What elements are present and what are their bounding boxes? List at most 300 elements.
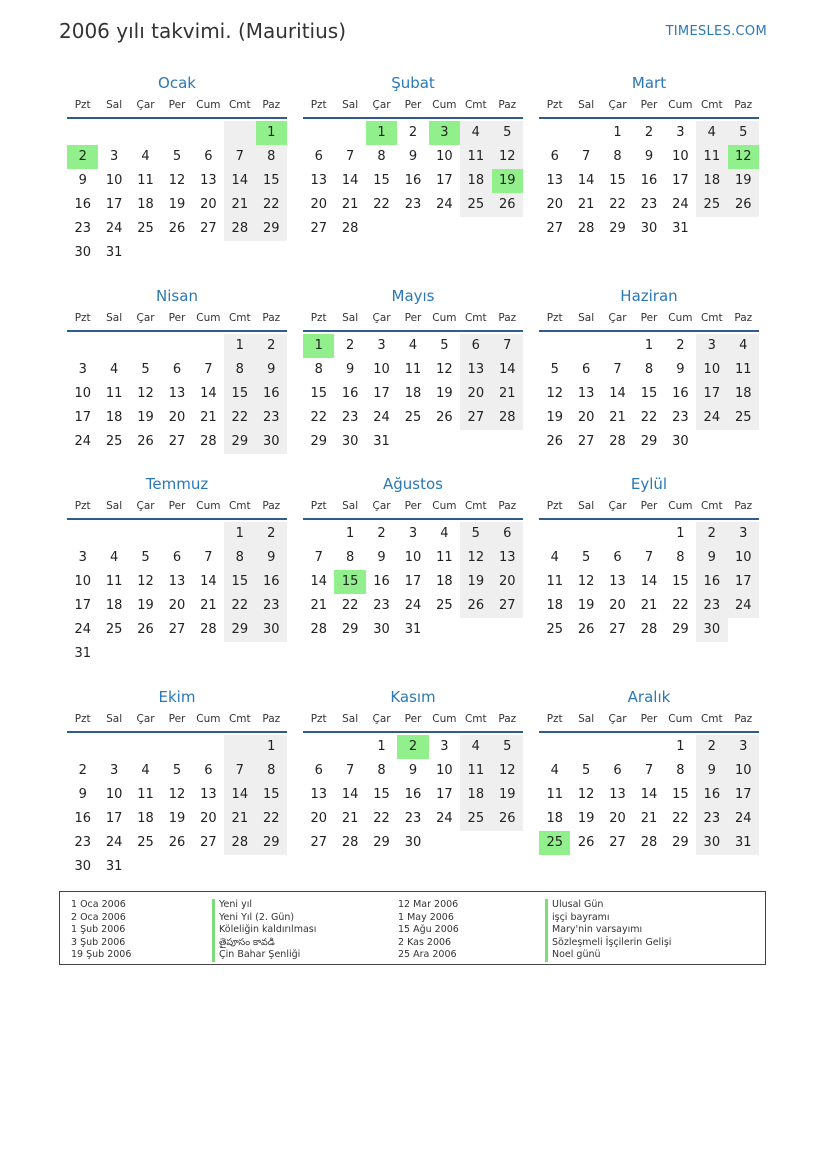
day-cell[interactable]: 11: [404, 362, 422, 377]
day-cell[interactable]: 2: [397, 735, 428, 759]
day-cell[interactable]: 23: [404, 811, 422, 826]
day-cell[interactable]: 25: [460, 193, 491, 217]
day-cell[interactable]: 8: [644, 362, 654, 377]
day-cell[interactable]: 26: [460, 594, 491, 618]
day-cell[interactable]: 10: [728, 759, 759, 783]
day-cell[interactable]: 4: [460, 735, 491, 759]
day-cell[interactable]: 3: [696, 334, 727, 358]
day-cell[interactable]: 29: [256, 831, 287, 855]
day-cell[interactable]: 18: [436, 574, 453, 589]
day-cell[interactable]: 26: [577, 622, 595, 637]
day-cell[interactable]: 28: [224, 217, 255, 241]
day-cell[interactable]: 26: [137, 622, 154, 637]
brand-link[interactable]: TIMESLES.COM: [665, 24, 767, 39]
day-cell[interactable]: 12: [728, 145, 759, 169]
day-cell[interactable]: 17: [436, 173, 453, 188]
day-cell[interactable]: 17: [672, 173, 689, 188]
day-cell[interactable]: 31: [373, 434, 390, 449]
day-cell[interactable]: 5: [460, 522, 491, 546]
day-cell[interactable]: 15: [256, 169, 287, 193]
day-cell[interactable]: 8: [676, 763, 685, 778]
day-cell[interactable]: 4: [408, 338, 418, 353]
day-cell[interactable]: 20: [492, 570, 523, 594]
day-cell[interactable]: 9: [696, 546, 727, 570]
day-cell[interactable]: 23: [696, 807, 727, 831]
day-cell[interactable]: 27: [609, 622, 626, 637]
day-cell[interactable]: 15: [373, 787, 390, 802]
day-cell[interactable]: 25: [696, 193, 727, 217]
day-cell[interactable]: 3: [377, 338, 386, 353]
day-cell[interactable]: 8: [224, 546, 255, 570]
day-cell[interactable]: 9: [676, 362, 685, 377]
day-cell[interactable]: 1: [377, 739, 386, 754]
day-cell[interactable]: 22: [224, 594, 255, 618]
day-cell[interactable]: 28: [640, 835, 658, 850]
day-cell[interactable]: 9: [408, 149, 418, 164]
day-cell[interactable]: 8: [676, 550, 685, 565]
day-cell[interactable]: 28: [492, 406, 523, 430]
day-cell[interactable]: 13: [168, 386, 186, 401]
day-cell[interactable]: 31: [105, 245, 123, 260]
day-cell[interactable]: 25: [137, 221, 154, 236]
day-cell[interactable]: 29: [256, 217, 287, 241]
day-cell[interactable]: 16: [404, 173, 422, 188]
day-cell[interactable]: 11: [696, 145, 727, 169]
day-cell[interactable]: 2: [377, 526, 386, 541]
day-cell[interactable]: 16: [696, 570, 727, 594]
day-cell[interactable]: 27: [200, 835, 217, 850]
day-cell[interactable]: 14: [224, 169, 255, 193]
day-cell[interactable]: 20: [310, 197, 327, 212]
day-cell[interactable]: 28: [200, 622, 217, 637]
day-cell[interactable]: 26: [137, 434, 154, 449]
day-cell[interactable]: 27: [460, 406, 491, 430]
day-cell[interactable]: 11: [728, 358, 759, 382]
day-cell[interactable]: 30: [256, 618, 287, 642]
day-cell[interactable]: 11: [436, 550, 453, 565]
day-cell[interactable]: 12: [492, 145, 523, 169]
day-cell[interactable]: 4: [141, 149, 150, 164]
day-cell[interactable]: 30: [672, 434, 689, 449]
day-cell[interactable]: 12: [577, 574, 595, 589]
day-cell[interactable]: 1: [224, 522, 255, 546]
day-cell[interactable]: 6: [314, 763, 323, 778]
day-cell[interactable]: 6: [172, 550, 182, 565]
day-cell[interactable]: 2: [696, 735, 727, 759]
day-cell[interactable]: 8: [613, 149, 622, 164]
day-cell[interactable]: 28: [341, 835, 359, 850]
day-cell[interactable]: 28: [577, 221, 595, 236]
day-cell[interactable]: 3: [109, 149, 119, 164]
day-cell[interactable]: 21: [224, 807, 255, 831]
day-cell[interactable]: 16: [74, 197, 91, 212]
day-cell[interactable]: 24: [105, 221, 123, 236]
day-cell[interactable]: 5: [172, 149, 182, 164]
day-cell[interactable]: 25: [436, 598, 453, 613]
day-cell[interactable]: 22: [373, 197, 390, 212]
day-cell[interactable]: 17: [728, 570, 759, 594]
day-cell[interactable]: 11: [137, 173, 154, 188]
day-cell[interactable]: 5: [492, 735, 523, 759]
day-cell[interactable]: 16: [256, 382, 287, 406]
day-cell[interactable]: 24: [672, 197, 689, 212]
day-cell[interactable]: 29: [640, 434, 658, 449]
day-cell[interactable]: 5: [172, 763, 182, 778]
day-cell[interactable]: 19: [168, 811, 186, 826]
day-cell[interactable]: 3: [728, 735, 759, 759]
day-cell[interactable]: 14: [200, 386, 217, 401]
day-cell[interactable]: 3: [109, 763, 119, 778]
day-cell[interactable]: 14: [577, 173, 595, 188]
day-cell[interactable]: 11: [460, 759, 491, 783]
day-cell[interactable]: 18: [105, 410, 123, 425]
day-cell[interactable]: 14: [492, 358, 523, 382]
day-cell[interactable]: 5: [492, 121, 523, 145]
day-cell[interactable]: 2: [256, 334, 287, 358]
day-cell[interactable]: 24: [404, 598, 422, 613]
day-cell[interactable]: 6: [460, 334, 491, 358]
day-cell[interactable]: 28: [341, 221, 359, 236]
day-cell[interactable]: 2: [644, 125, 654, 140]
day-cell[interactable]: 14: [224, 783, 255, 807]
day-cell[interactable]: 13: [460, 358, 491, 382]
day-cell[interactable]: 12: [168, 787, 186, 802]
day-cell[interactable]: 10: [105, 173, 123, 188]
day-cell[interactable]: 6: [314, 149, 323, 164]
day-cell[interactable]: 30: [696, 831, 727, 855]
day-cell[interactable]: 4: [696, 121, 727, 145]
day-cell[interactable]: 19: [577, 811, 595, 826]
day-cell[interactable]: 27: [577, 434, 595, 449]
day-cell[interactable]: 3: [408, 526, 418, 541]
day-cell[interactable]: 16: [341, 386, 359, 401]
day-cell[interactable]: 26: [168, 835, 186, 850]
day-cell[interactable]: 13: [492, 546, 523, 570]
day-cell[interactable]: 13: [310, 173, 327, 188]
day-cell[interactable]: 30: [373, 622, 390, 637]
day-cell[interactable]: 7: [204, 362, 213, 377]
day-cell[interactable]: 5: [581, 550, 591, 565]
day-cell[interactable]: 15: [310, 386, 327, 401]
day-cell[interactable]: 25: [728, 406, 759, 430]
day-cell[interactable]: 10: [672, 149, 689, 164]
day-cell[interactable]: 20: [168, 410, 186, 425]
day-cell[interactable]: 31: [105, 859, 123, 874]
day-cell[interactable]: 7: [224, 145, 255, 169]
day-cell[interactable]: 23: [256, 406, 287, 430]
day-cell[interactable]: 2: [78, 763, 87, 778]
day-cell[interactable]: 5: [141, 362, 150, 377]
day-cell[interactable]: 20: [168, 598, 186, 613]
day-cell[interactable]: 17: [728, 783, 759, 807]
day-cell[interactable]: 21: [341, 811, 359, 826]
day-cell[interactable]: 31: [404, 622, 422, 637]
day-cell[interactable]: 22: [256, 807, 287, 831]
day-cell[interactable]: 5: [440, 338, 449, 353]
day-cell[interactable]: 9: [256, 358, 287, 382]
day-cell[interactable]: 3: [429, 121, 460, 145]
day-cell[interactable]: 15: [334, 570, 365, 594]
day-cell[interactable]: 20: [609, 811, 626, 826]
day-cell[interactable]: 9: [408, 763, 418, 778]
day-cell[interactable]: 29: [341, 622, 359, 637]
day-cell[interactable]: 14: [200, 574, 217, 589]
day-cell[interactable]: 21: [577, 197, 595, 212]
day-cell[interactable]: 21: [492, 382, 523, 406]
day-cell[interactable]: 15: [224, 570, 255, 594]
day-cell[interactable]: 29: [609, 221, 626, 236]
day-cell[interactable]: 14: [640, 787, 658, 802]
day-cell[interactable]: 28: [200, 434, 217, 449]
day-cell[interactable]: 24: [728, 594, 759, 618]
day-cell[interactable]: 6: [581, 362, 591, 377]
day-cell[interactable]: 2: [67, 145, 98, 169]
day-cell[interactable]: 20: [200, 811, 217, 826]
day-cell[interactable]: 1: [613, 125, 622, 140]
day-cell[interactable]: 5: [581, 763, 591, 778]
day-cell[interactable]: 29: [672, 835, 689, 850]
day-cell[interactable]: 12: [137, 574, 154, 589]
day-cell[interactable]: 5: [728, 121, 759, 145]
day-cell[interactable]: 21: [609, 410, 626, 425]
day-cell[interactable]: 15: [224, 382, 255, 406]
day-cell[interactable]: 7: [345, 763, 355, 778]
day-cell[interactable]: 22: [256, 193, 287, 217]
day-cell[interactable]: 3: [440, 739, 449, 754]
day-cell[interactable]: 17: [373, 386, 390, 401]
day-cell[interactable]: 20: [460, 382, 491, 406]
day-cell[interactable]: 18: [728, 382, 759, 406]
day-cell[interactable]: 3: [78, 550, 87, 565]
day-cell[interactable]: 22: [609, 197, 626, 212]
day-cell[interactable]: 23: [404, 197, 422, 212]
day-cell[interactable]: 9: [644, 149, 654, 164]
day-cell[interactable]: 19: [168, 197, 186, 212]
day-cell[interactable]: 21: [200, 410, 217, 425]
day-cell[interactable]: 9: [696, 759, 727, 783]
day-cell[interactable]: 24: [74, 434, 91, 449]
day-cell[interactable]: 16: [404, 787, 422, 802]
day-cell[interactable]: 6: [613, 550, 622, 565]
day-cell[interactable]: 21: [200, 598, 217, 613]
day-cell[interactable]: 27: [609, 835, 626, 850]
day-cell[interactable]: 10: [696, 358, 727, 382]
day-cell[interactable]: 16: [672, 386, 689, 401]
day-cell[interactable]: 17: [436, 787, 453, 802]
day-cell[interactable]: 20: [577, 410, 595, 425]
day-cell[interactable]: 13: [168, 574, 186, 589]
day-cell[interactable]: 22: [310, 410, 327, 425]
day-cell[interactable]: 30: [696, 618, 727, 642]
day-cell[interactable]: 14: [609, 386, 626, 401]
day-cell[interactable]: 27: [168, 622, 186, 637]
day-cell[interactable]: 21: [224, 193, 255, 217]
day-cell[interactable]: 24: [105, 835, 123, 850]
day-cell[interactable]: 4: [141, 763, 150, 778]
day-cell[interactable]: 27: [546, 221, 563, 236]
day-cell[interactable]: 22: [640, 410, 658, 425]
day-cell[interactable]: 30: [404, 835, 422, 850]
day-cell[interactable]: 6: [172, 362, 182, 377]
day-cell[interactable]: 12: [577, 787, 595, 802]
day-cell[interactable]: 14: [310, 574, 327, 589]
day-cell[interactable]: 29: [224, 618, 255, 642]
day-cell[interactable]: 12: [546, 386, 563, 401]
day-cell[interactable]: 4: [440, 526, 449, 541]
day-cell[interactable]: 19: [436, 386, 453, 401]
day-cell[interactable]: 17: [74, 410, 91, 425]
day-cell[interactable]: 4: [550, 550, 559, 565]
day-cell[interactable]: 9: [345, 362, 355, 377]
day-cell[interactable]: 8: [314, 362, 323, 377]
day-cell[interactable]: 20: [609, 598, 626, 613]
day-cell[interactable]: 10: [74, 386, 91, 401]
day-cell[interactable]: 21: [341, 197, 359, 212]
day-cell[interactable]: 15: [672, 574, 689, 589]
day-cell[interactable]: 30: [256, 430, 287, 454]
day-cell[interactable]: 2: [696, 522, 727, 546]
day-cell[interactable]: 31: [74, 646, 91, 661]
day-cell[interactable]: 4: [460, 121, 491, 145]
day-cell[interactable]: 27: [168, 434, 186, 449]
day-cell[interactable]: 29: [310, 434, 327, 449]
day-cell[interactable]: 23: [74, 835, 91, 850]
day-cell[interactable]: 13: [200, 173, 217, 188]
day-cell[interactable]: 15: [373, 173, 390, 188]
day-cell[interactable]: 25: [460, 807, 491, 831]
day-cell[interactable]: 5: [550, 362, 559, 377]
day-cell[interactable]: 16: [640, 173, 658, 188]
day-cell[interactable]: 23: [373, 598, 390, 613]
day-cell[interactable]: 28: [310, 622, 327, 637]
day-cell[interactable]: 26: [546, 434, 563, 449]
day-cell[interactable]: 1: [224, 334, 255, 358]
day-cell[interactable]: 16: [74, 811, 91, 826]
day-cell[interactable]: 19: [137, 598, 154, 613]
day-cell[interactable]: 6: [550, 149, 559, 164]
day-cell[interactable]: 2: [256, 522, 287, 546]
day-cell[interactable]: 29: [224, 430, 255, 454]
day-cell[interactable]: 23: [341, 410, 359, 425]
day-cell[interactable]: 31: [672, 221, 689, 236]
day-cell[interactable]: 15: [256, 783, 287, 807]
day-cell[interactable]: 21: [640, 598, 658, 613]
day-cell[interactable]: 17: [105, 197, 123, 212]
day-cell[interactable]: 6: [204, 149, 213, 164]
day-cell[interactable]: 12: [460, 546, 491, 570]
day-cell[interactable]: 19: [577, 598, 595, 613]
day-cell[interactable]: 6: [204, 763, 213, 778]
day-cell[interactable]: 18: [460, 169, 491, 193]
day-cell[interactable]: 18: [460, 783, 491, 807]
day-cell[interactable]: 14: [341, 787, 359, 802]
day-cell[interactable]: 9: [256, 546, 287, 570]
day-cell[interactable]: 26: [436, 410, 453, 425]
day-cell[interactable]: 30: [74, 245, 91, 260]
day-cell[interactable]: 9: [78, 787, 87, 802]
day-cell[interactable]: 4: [109, 550, 119, 565]
day-cell[interactable]: 16: [256, 570, 287, 594]
day-cell[interactable]: 11: [460, 145, 491, 169]
day-cell[interactable]: 3: [676, 125, 685, 140]
day-cell[interactable]: 9: [78, 173, 87, 188]
day-cell[interactable]: 25: [539, 831, 570, 855]
day-cell[interactable]: 13: [200, 787, 217, 802]
day-cell[interactable]: 29: [373, 835, 390, 850]
day-cell[interactable]: 12: [168, 173, 186, 188]
day-cell[interactable]: 11: [546, 787, 563, 802]
day-cell[interactable]: 17: [105, 811, 123, 826]
day-cell[interactable]: 10: [436, 763, 453, 778]
day-cell[interactable]: 24: [373, 410, 390, 425]
day-cell[interactable]: 20: [200, 197, 217, 212]
day-cell[interactable]: 22: [373, 811, 390, 826]
day-cell[interactable]: 28: [224, 831, 255, 855]
day-cell[interactable]: 24: [728, 807, 759, 831]
day-cell[interactable]: 3: [728, 522, 759, 546]
day-cell[interactable]: 19: [546, 410, 563, 425]
day-cell[interactable]: 22: [672, 811, 689, 826]
day-cell[interactable]: 27: [492, 594, 523, 618]
day-cell[interactable]: 15: [609, 173, 626, 188]
day-cell[interactable]: 1: [256, 121, 287, 145]
day-cell[interactable]: 13: [546, 173, 563, 188]
day-cell[interactable]: 23: [256, 594, 287, 618]
day-cell[interactable]: 16: [696, 783, 727, 807]
day-cell[interactable]: 8: [224, 358, 255, 382]
day-cell[interactable]: 11: [105, 574, 123, 589]
day-cell[interactable]: 18: [137, 197, 154, 212]
day-cell[interactable]: 30: [341, 434, 359, 449]
day-cell[interactable]: 8: [256, 145, 287, 169]
day-cell[interactable]: 24: [436, 811, 453, 826]
day-cell[interactable]: 23: [74, 221, 91, 236]
day-cell[interactable]: 10: [436, 149, 453, 164]
day-cell[interactable]: 21: [640, 811, 658, 826]
day-cell[interactable]: 1: [366, 121, 397, 145]
day-cell[interactable]: 27: [310, 835, 327, 850]
day-cell[interactable]: 7: [492, 334, 523, 358]
day-cell[interactable]: 8: [345, 550, 355, 565]
day-cell[interactable]: 4: [728, 334, 759, 358]
day-cell[interactable]: 26: [492, 807, 523, 831]
day-cell[interactable]: 6: [613, 763, 622, 778]
day-cell[interactable]: 24: [436, 197, 453, 212]
day-cell[interactable]: 5: [141, 550, 150, 565]
day-cell[interactable]: 7: [224, 759, 255, 783]
day-cell[interactable]: 1: [644, 338, 654, 353]
day-cell[interactable]: 19: [137, 410, 154, 425]
day-cell[interactable]: 8: [256, 759, 287, 783]
day-cell[interactable]: 2: [408, 125, 418, 140]
day-cell[interactable]: 26: [577, 835, 595, 850]
day-cell[interactable]: 15: [672, 787, 689, 802]
day-cell[interactable]: 18: [137, 811, 154, 826]
day-cell[interactable]: 6: [492, 522, 523, 546]
day-cell[interactable]: 12: [137, 386, 154, 401]
day-cell[interactable]: 24: [696, 406, 727, 430]
day-cell[interactable]: 10: [105, 787, 123, 802]
day-cell[interactable]: 22: [341, 598, 359, 613]
day-cell[interactable]: 27: [310, 221, 327, 236]
day-cell[interactable]: 1: [676, 739, 685, 754]
day-cell[interactable]: 23: [640, 197, 658, 212]
day-cell[interactable]: 13: [609, 787, 626, 802]
day-cell[interactable]: 25: [105, 434, 123, 449]
day-cell[interactable]: 30: [74, 859, 91, 874]
day-cell[interactable]: 20: [546, 197, 563, 212]
day-cell[interactable]: 25: [105, 622, 123, 637]
